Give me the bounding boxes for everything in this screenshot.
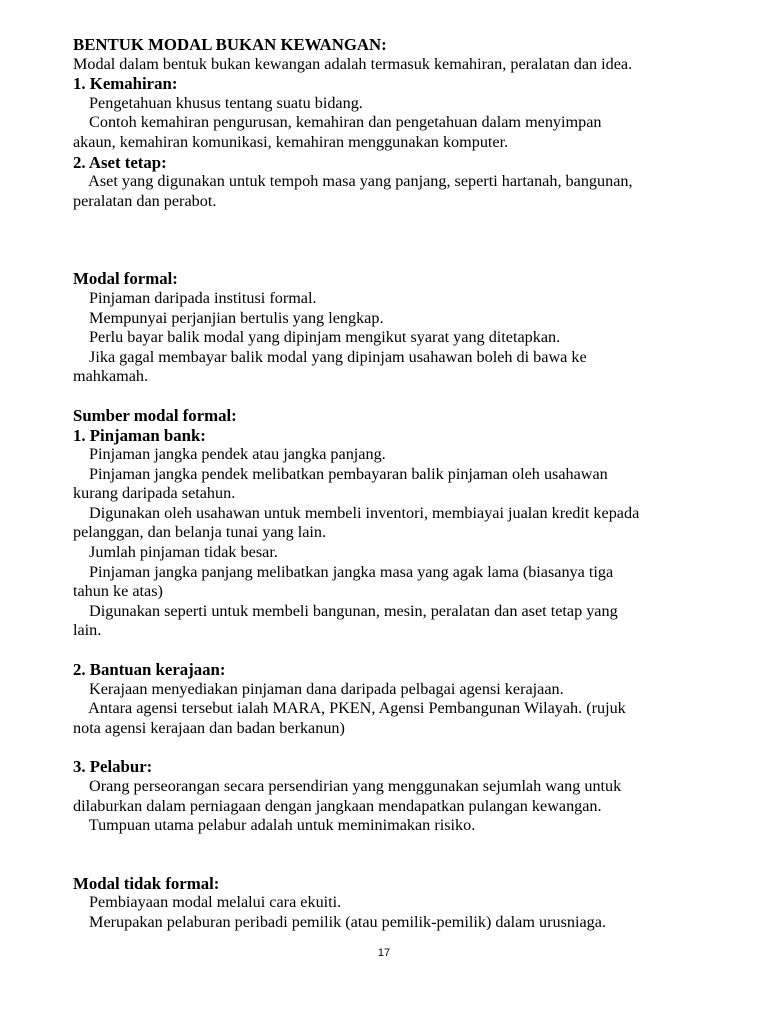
heading-pelabur: 3. Pelabur: (73, 757, 153, 777)
bullet-continuation: nota agensi kerajaan dan badan berkanun) (73, 718, 345, 737)
bullet-item: Pinjaman jangka pendek atau jangka panjang. (89, 445, 386, 464)
bullet-item: Digunakan seperti untuk membeli bangunan, mesin, peralatan dan aset tetap yang (89, 601, 618, 620)
bullet-item: Aset yang digunakan untuk tempoh masa yang panjang, seperti hartanah, bangunan, (88, 172, 633, 191)
bullet-continuation: tahun ke atas) (73, 582, 163, 601)
bullet-item: Pinjaman jangka panjang melibatkan jangka masa yang agak lama (biasanya tiga (89, 562, 614, 581)
bullet-item: Orang perseorangan secara persendirian yang menggunakan sejumlah wang untuk (89, 777, 622, 795)
bullet-item: Merupakan pelaburan peribadi pemilik (atau pemilik-pemilik) dalam urusniaga. (89, 912, 606, 931)
bullet-continuation: mahkamah. (73, 367, 149, 386)
section-title-sumber-modal-formal: Sumber modal formal: (73, 405, 237, 425)
heading-aset-tetap: 2. Aset tetap: (73, 152, 167, 172)
bullet-continuation: dilaburkan dalam perniagaan dengan jangkaan mendapatkan pulangan kewangan. (73, 796, 602, 815)
bullet-item: Tumpuan utama pelabur adalah untuk meminimakan risiko. (88, 816, 476, 835)
bullet-continuation: lain. (73, 621, 102, 640)
bullet-continuation: kurang daripada setahun. (73, 484, 236, 503)
heading-kemahiran: 1. Kemahiran: (73, 74, 178, 94)
bullet-item: Pinjaman jangka pendek melibatkan pembayaran balik pinjaman oleh usahawan (89, 464, 608, 483)
section-title-modal-formal: Modal formal: (73, 269, 178, 289)
heading-pinjaman-bank: 1. Pinjaman bank: (73, 425, 206, 445)
section-title-bukan-kewangan: BENTUK MODAL BUKAN KEWANGAN: (73, 35, 387, 54)
bullet-item: Kerajaan menyediakan pinjaman dana daripada pelbagai agensi kerajaan. (89, 679, 564, 698)
bullet-item: Mempunyai perjanjian bertulis yang lengkap. (89, 308, 384, 327)
page-content (73, 35, 723, 933)
section-title-modal-tidak-formal: Modal tidak formal: (73, 873, 220, 893)
bullet-item: Pembiayaan modal melalui cara ekuiti. (89, 893, 342, 912)
bullet-item: Antara agensi tersebut ialah MARA, PKEN, Agensi Pembangunan Wilayah. (rujuk (88, 699, 626, 718)
bullet-item: Jika gagal membayar balik modal yang dipinjam usahawan boleh di bawa ke (89, 347, 587, 366)
bullet-item: Perlu bayar balik modal yang dipinjam mengikut syarat yang ditetapkan. (89, 328, 561, 347)
heading-bantuan-kerajaan: 2. Bantuan kerajaan: (73, 660, 226, 680)
bullet-item: Jumlah pinjaman tidak besar. (89, 543, 278, 562)
intro-text: Modal dalam bentuk bukan kewangan adalah termasuk kemahiran, peralatan dan idea. (73, 54, 633, 73)
bullet-item: Pengetahuan khusus tentang suatu bidang. (89, 93, 363, 112)
bullet-item: Pinjaman daripada institusi formal. (89, 288, 317, 307)
bullet-continuation: peralatan dan perabot. (73, 191, 217, 210)
page-number: 17 (377, 947, 391, 959)
bullet-continuation: akaun, kemahiran komunikasi, kemahiran menggunakan komputer. (73, 132, 509, 151)
bullet-item: Digunakan oleh usahawan untuk membeli inventori, membiayai jualan kredit kepada (89, 503, 640, 522)
bullet-item: Contoh kemahiran pengurusan, kemahiran dan pengetahuan dalam menyimpan (89, 113, 602, 132)
bullet-continuation: pelanggan, dan belanja tunai yang lain. (73, 523, 327, 542)
